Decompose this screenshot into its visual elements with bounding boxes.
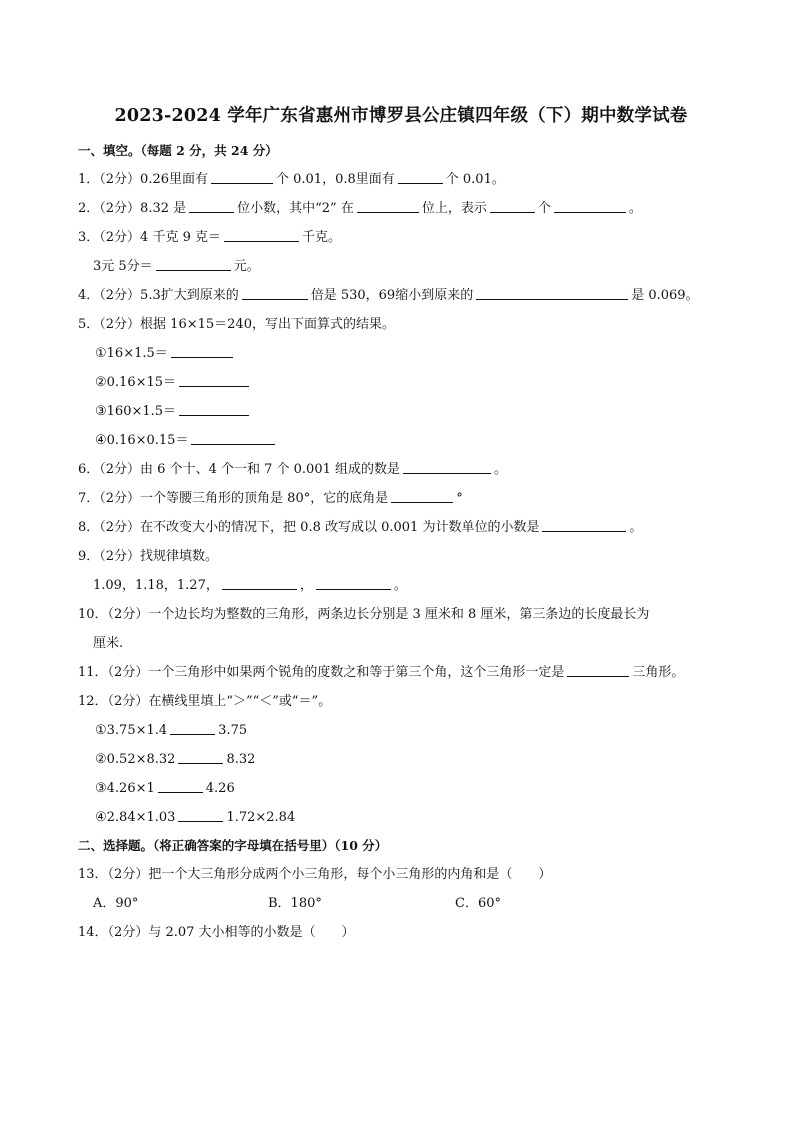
answer-blank[interactable] (170, 719, 215, 735)
question-12-item-1 (78, 716, 724, 745)
question-9-sequence (78, 571, 724, 600)
answer-blank[interactable] (357, 197, 419, 213)
answer-blank[interactable] (391, 487, 453, 503)
answer-blank[interactable] (178, 806, 223, 822)
answer-blank[interactable] (171, 342, 233, 358)
question-2 (78, 194, 724, 223)
question-text: 4.26 (205, 781, 235, 796)
question-text: 位小数，其中“2” 在 (237, 201, 354, 216)
answer-blank[interactable] (242, 284, 308, 300)
question-text: 8．（2分）在不改变大小的情况下，把 0.8 改写成以 0.001 为计数单位的小数是 (78, 520, 540, 535)
question-text: 。 (629, 520, 643, 535)
question-3 (78, 223, 724, 252)
section-heading-choice: 二、选择题。（将正确答案的字母填在括号里）（10 分） (78, 838, 388, 853)
question-text: 三角形。 (632, 665, 685, 680)
question-text: ④0.16×0.15＝ (95, 433, 189, 448)
option-b[interactable]: B．180° (268, 896, 322, 911)
question-13 (78, 860, 724, 889)
question-text: ③160×1.5＝ (95, 404, 177, 419)
question-text: 6．（2分）由 6 个十、4 个一和 7 个 0.001 组成的数是 (78, 462, 400, 477)
question-text: 5．（2分）根据 16×15＝240，写出下面算式的结果。 (78, 317, 395, 332)
question-text: 10．（2分）一个边长均为整数的三角形，两条边长分别是 3 厘米和 8 厘米，第三条边的长度最长为 (78, 607, 650, 622)
section-heading-fill-in: 一、填空。（每题 2 分，共 24 分） (78, 143, 278, 158)
option-c[interactable]: C．60° (455, 896, 501, 911)
answer-blank[interactable] (403, 458, 491, 474)
question-text: 3．（2分）4 千克 9 克＝ (78, 230, 221, 245)
question-5-item-4 (78, 426, 724, 455)
answer-blank[interactable] (178, 748, 223, 764)
question-text: 3.75 (218, 723, 248, 738)
question-text: ° (456, 491, 463, 506)
question-text: 9．（2分）找规律填数。 (78, 549, 219, 564)
question-text: ， (299, 578, 313, 593)
answer-blank[interactable] (567, 661, 629, 677)
question-text: ②0.52×8.32 (95, 752, 176, 767)
question-1 (78, 165, 724, 194)
question-text: 2．（2分）8.32 是 (78, 201, 187, 216)
question-8 (78, 513, 724, 542)
question-12-item-2 (78, 745, 724, 774)
question-11 (78, 658, 724, 687)
answer-blank[interactable] (542, 516, 626, 532)
question-text: 倍是 530，69缩小到原来的 (310, 288, 474, 303)
question-text: ③4.26×1 (95, 781, 155, 796)
question-text: 是 0.069。 (631, 288, 699, 303)
question-text: 3元 5分＝ (93, 259, 153, 274)
question-text: ①16×1.5＝ (95, 346, 168, 361)
question-text: ①3.75×1.4 (95, 723, 168, 738)
question-text: 1.72×2.84 (226, 810, 296, 825)
question-text: 个 0.01。 (445, 172, 505, 187)
question-text: 。 (628, 201, 642, 216)
question-13-options (78, 889, 724, 918)
answer-blank[interactable] (224, 226, 299, 242)
question-text: 。 (494, 462, 508, 477)
question-10-continuation (78, 629, 724, 658)
question-text: 元。 (233, 259, 260, 274)
answer-blank[interactable] (554, 197, 626, 213)
answer-blank[interactable] (398, 168, 443, 184)
page-title: 2023-2024 学年广东省惠州市博罗县公庄镇四年级（下）期中数学试卷 (114, 106, 688, 126)
answer-blank[interactable] (179, 371, 249, 387)
answer-blank[interactable] (490, 197, 535, 213)
question-12-item-4 (78, 803, 724, 832)
answer-blank[interactable] (189, 197, 234, 213)
question-text: ④2.84×1.03 (95, 810, 176, 825)
question-5 (78, 310, 724, 339)
question-9 (78, 542, 724, 571)
question-text: 14．（2分）与 2.07 大小相等的小数是（ ） (78, 925, 355, 940)
question-text: 。 (393, 578, 407, 593)
question-3-part-2 (78, 252, 724, 281)
question-text: 个 0.01，0.8里面有 (276, 172, 395, 187)
question-14 (78, 918, 724, 947)
question-6 (78, 455, 724, 484)
question-text: 位上，表示 (421, 201, 487, 216)
question-text: 个 (537, 201, 551, 216)
answer-blank[interactable] (316, 574, 391, 590)
question-text: 12．（2分）在横线里填上“＞”“＜”或“＝”。 (78, 694, 332, 709)
question-12-item-3 (78, 774, 724, 803)
question-12 (78, 687, 724, 716)
question-4 (78, 281, 724, 310)
answer-blank[interactable] (476, 284, 628, 300)
question-5-item-3 (78, 397, 724, 426)
question-10 (78, 600, 724, 629)
question-text: 13．（2分）把一个大三角形分成两个小三角形，每个小三角形的内角和是（ ） (78, 867, 552, 882)
question-text: 千克。 (301, 230, 341, 245)
question-5-item-2 (78, 368, 724, 397)
answer-blank[interactable] (222, 574, 297, 590)
question-7 (78, 484, 724, 513)
question-text: 厘米. (93, 636, 124, 651)
question-text: ②0.16×15＝ (95, 375, 177, 390)
question-5-item-1 (78, 339, 724, 368)
question-text: 7．（2分）一个等腰三角形的顶角是 80°，它的底角是 (78, 491, 389, 506)
answer-blank[interactable] (191, 429, 275, 445)
question-text: 1．（2分）0.26里面有 (78, 172, 208, 187)
answer-blank[interactable] (179, 400, 249, 416)
question-text: 1.09，1.18，1.27， (93, 578, 219, 593)
question-text: 11．（2分）一个三角形中如果两个锐角的度数之和等于第三个角，这个三角形一定是 (78, 665, 565, 680)
question-text: 8.32 (226, 752, 256, 767)
question-text: 4．（2分）5.3扩大到原来的 (78, 288, 239, 303)
option-a[interactable]: A．90° (93, 896, 139, 911)
answer-blank[interactable] (156, 255, 231, 271)
answer-blank[interactable] (158, 777, 203, 793)
answer-blank[interactable] (211, 168, 273, 184)
